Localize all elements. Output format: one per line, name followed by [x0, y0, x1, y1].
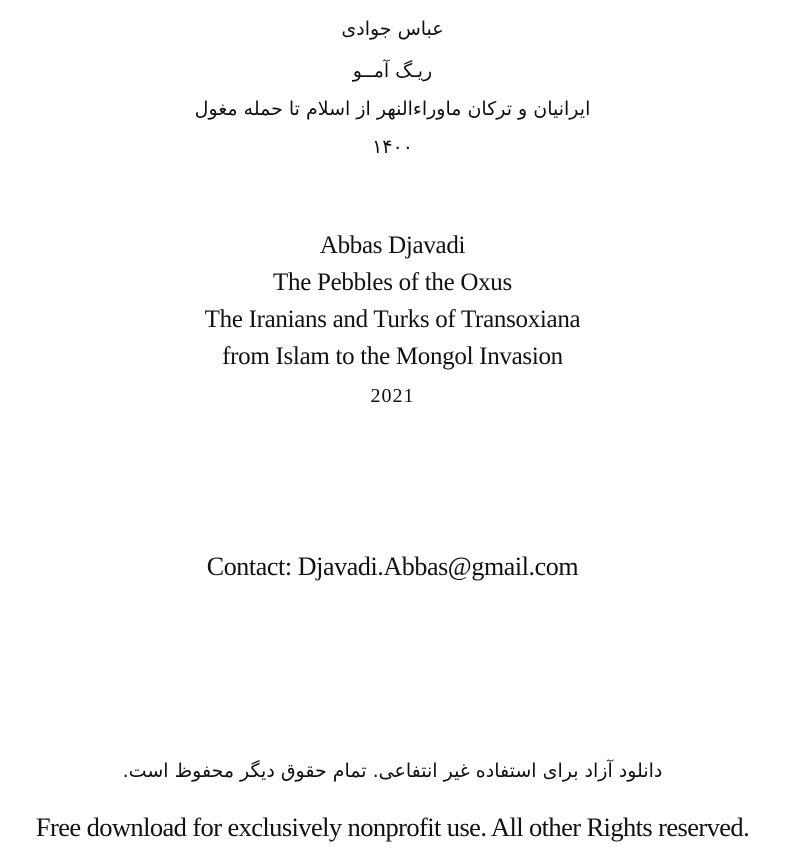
persian-subtitle: ایرانیان و ترکان ماوراءالنهر از اسلام تا حمله مغول: [194, 98, 591, 120]
english-rights-notice: Free download for exclusively nonprofit use. All other Rights reserved.: [35, 812, 750, 842]
english-subtitle-line-1: The Iranians and Turks of Transoxiana: [204, 306, 581, 333]
english-year: 2021: [370, 385, 415, 407]
persian-rights-notice: دانلود آزاد برای استفاده غیر انتفاعی. تمام حقوق دیگر محفوظ است.: [122, 760, 663, 782]
english-author: Abbas Djavadi: [319, 232, 466, 259]
persian-author: عباس جوادی: [341, 18, 444, 40]
persian-year: ۱۴۰۰: [372, 136, 413, 158]
contact-email: Contact: Djavadi.Abbas@gmail.com: [206, 552, 579, 581]
persian-title: ریـگ آمــو: [352, 60, 433, 82]
english-subtitle-line-2: from Islam to the Mongol Invasion: [222, 343, 563, 370]
english-title: The Pebbles of the Oxus: [273, 269, 512, 296]
